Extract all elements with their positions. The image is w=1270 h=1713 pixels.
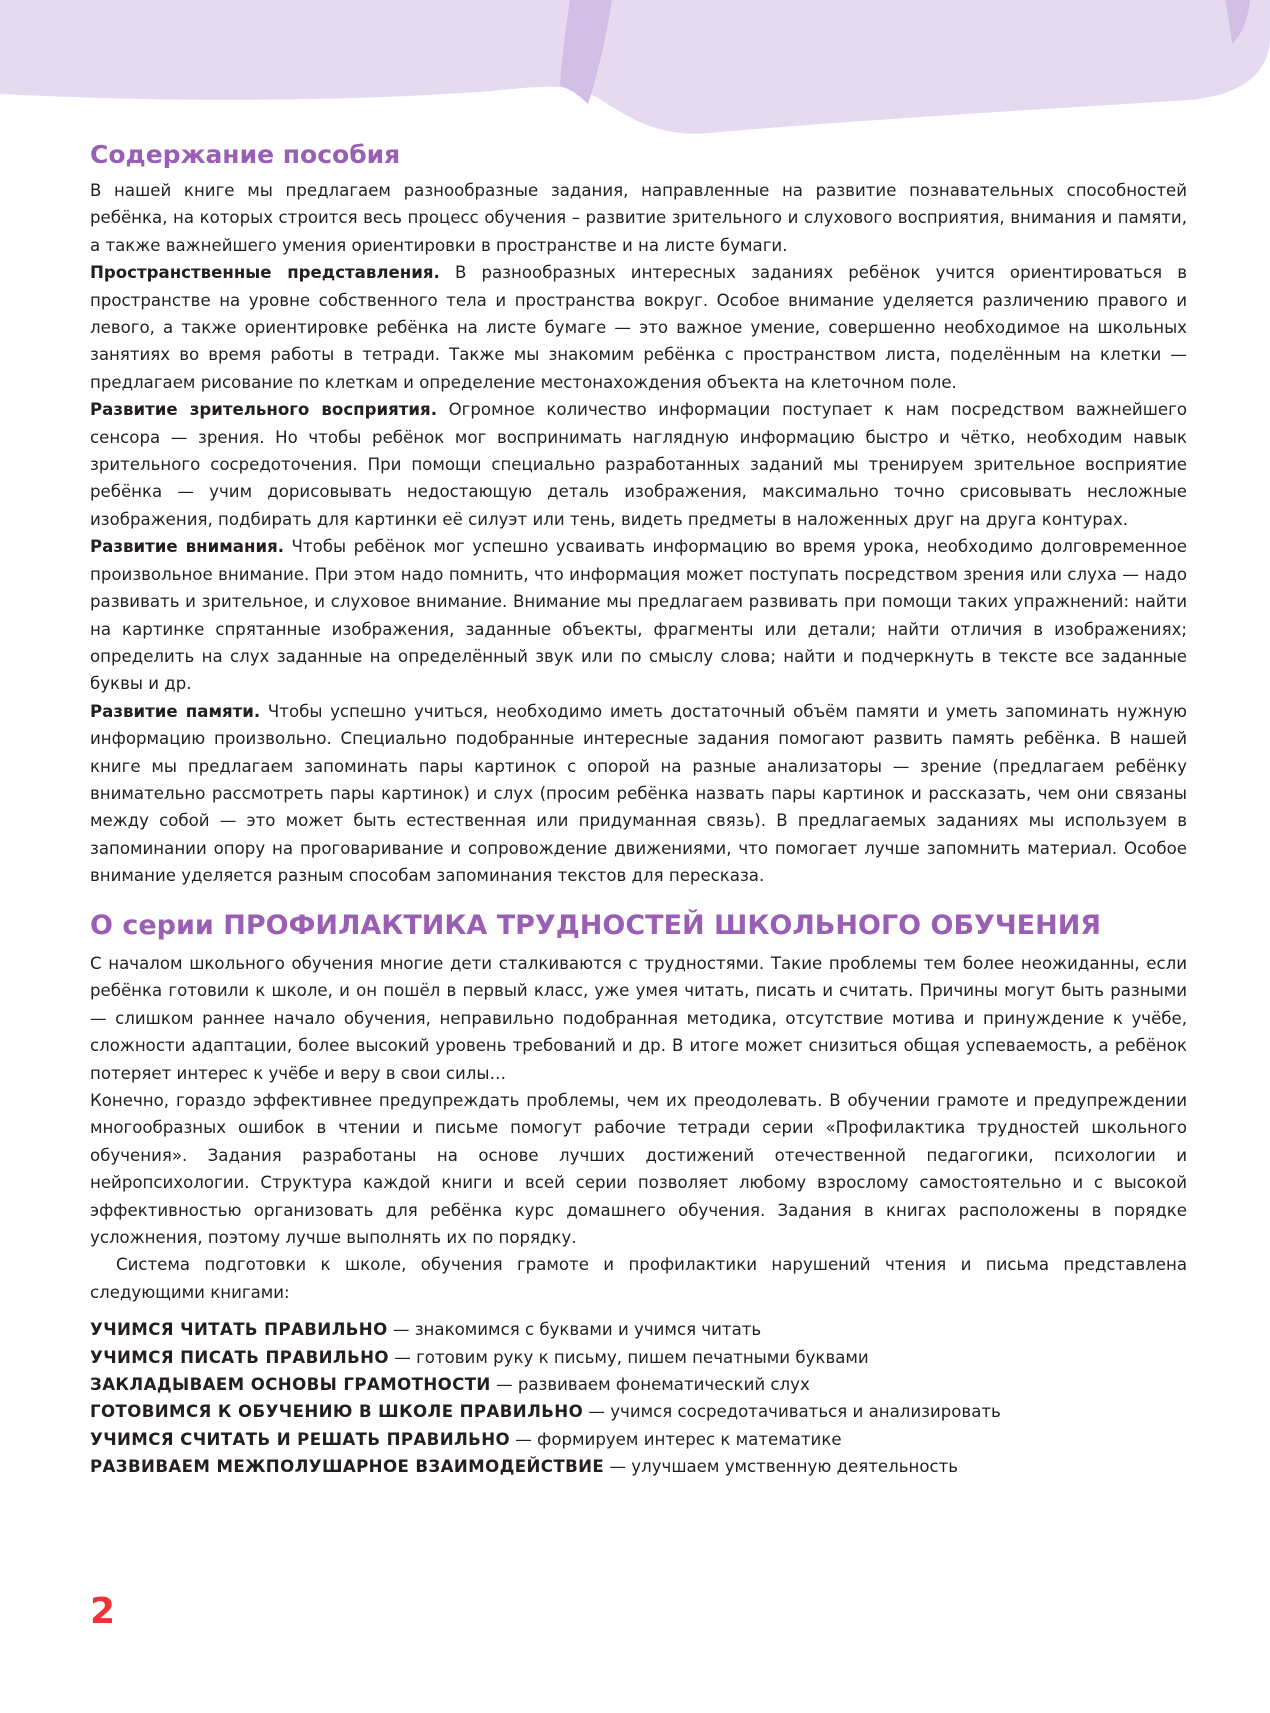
intro-paragraph: В нашей книге мы предлагаем разнообразные задания, направленные на развитие познавательных способностей ребёнка, на которых строится весь процесс обучения – развитие зрительного и слухового восприятия, внимания и памяти, а также важнейшего умения ориентировки в пространстве и на листе бумаги. bbox=[90, 181, 1187, 255]
book-list bbox=[90, 1316, 1187, 1480]
series-paragraph-1: С началом школьного обучения многие дети сталкиваются с трудностями. Такие проблемы тем более неожиданны, если ребёнка готовили к школе, и он пошёл в первый класс, уже умея читать, писать и считать. Причины могут быть разными — слишком раннее начало обучения, неправильно подобранная методика, отсутствие мотива и принуждение к учёбе, сложности адаптации, более высокий уровень требований и др. В итоге может снизиться общая успеваемость, а ребёнок потеряет интерес к учёбе и веру в свои силы… bbox=[90, 953, 1187, 1083]
page-number: 2 bbox=[90, 1591, 116, 1632]
paragraph-text: В разнообразных интересных заданиях ребёнок учится ориентироваться в пространстве на уровне собственного тела и пространства вокруг. Особое внимание уделяется различению правого и левого, а также ориентировке ребёнка на листе бумаге — это важное умение, совершенно необходимое на школьных занятиях во время работы в тетради. Также мы знакомим ребёнка с пространством листа, поделённым на клетки — предлагаем рисование по клеткам и определение местонахождения объекта на клеточном поле. bbox=[90, 263, 1187, 392]
book-desc: — развиваем фонематический слух bbox=[490, 1375, 810, 1395]
book-desc: — готовим руку к письму, пишем печатными буквами bbox=[388, 1347, 869, 1367]
paragraph-attention bbox=[90, 533, 1187, 697]
paragraph-lead: Развитие памяти. bbox=[90, 701, 261, 721]
book-item bbox=[90, 1453, 1187, 1480]
book-desc: — формируем интерес к математике bbox=[510, 1429, 842, 1449]
book-desc: — улучшаем умственную деятельность bbox=[604, 1457, 959, 1477]
book-title: УЧИМСЯ СЧИТАТЬ И РЕШАТЬ ПРАВИЛЬНО bbox=[90, 1429, 511, 1449]
decorative-top-blob bbox=[0, 0, 1270, 150]
paragraph-lead: Развитие внимания. bbox=[90, 537, 285, 557]
book-desc: — знакомимся с буквами и учимся читать bbox=[387, 1320, 762, 1340]
series-title-name: ПРОФИЛАКТИКА ТРУДНОСТЕЙ ШКОЛЬНОГО ОБУЧЕНИЯ bbox=[223, 909, 1102, 941]
paragraph-text: Чтобы ребёнок мог успешно усваивать информацию во время урока, необходимо долговременное произвольное внимание. При этом надо помнить, что информация может поступать посредством зрения или слуха — надо развивать и зрительное, и слуховое внимание. Внимание мы предлагаем развивать при помощи таких упражнений: найти на картинке спрятанные изображения, заданные объекты, фрагменты или детали; найти отличия в изображениях; определить на слух заданные на определённый звук или по смыслу слова; найти и подчеркнуть в тексте все заданные буквы и др. bbox=[90, 537, 1187, 694]
page-content bbox=[90, 140, 1187, 1481]
paragraph-lead: Развитие зрительного восприятия. bbox=[90, 400, 437, 420]
book-title: ГОТОВИМСЯ К ОБУЧЕНИЮ В ШКОЛЕ ПРАВИЛЬНО bbox=[90, 1402, 584, 1422]
book-item bbox=[90, 1344, 1187, 1371]
book-desc: — учимся сосредотачиваться и анализировать bbox=[583, 1402, 1001, 1422]
paragraph-text: Чтобы успешно учиться, необходимо иметь достаточный объём памяти и уметь запоминать нужную информацию произвольно. Специально подобранные интересные задания помогают развить память ребёнка. В нашей книге мы предлагаем запоминать пары картинок с опорой на разные анализаторы — зрение (предлагаем ребёнку внимательно рассмотреть пары картинок) и слух (просим ребёнка назвать пары картинок и рассказать, чем они связаны между собой — это может быть естественная или придуманная связь). В предлагаемых заданиях мы используем в запоминании опору на проговаривание и сопровождение движениями, что помогает лучше запомнить материал. Особое внимание уделяется разным способам запоминания текстов для пересказа. bbox=[90, 701, 1187, 886]
paragraph-memory bbox=[90, 698, 1187, 890]
paragraph-text: Огромное количество информации поступает к нам посредством важнейшего сенсора — зрения. Но чтобы ребёнок мог воспринимать наглядную информацию быстро и чётко, необходим навык зрительного сосредоточения. При помощи специально разработанных заданий мы тренируем зрительное восприятие ребёнка — учим дорисовывать недостающую деталь изображения, максимально точно срисовывать несложные изображения, подбирать для картинки её силуэт или тень, видеть предметы в наложенных друг на друга контурах. bbox=[90, 400, 1187, 529]
section-title-contents: Содержание пособия bbox=[90, 140, 401, 169]
book-item bbox=[90, 1398, 1187, 1425]
book-title: РАЗВИВАЕМ МЕЖПОЛУШАРНОЕ ВЗАИМОДЕЙСТВИЕ bbox=[90, 1457, 605, 1477]
section-title-series bbox=[90, 910, 1187, 942]
paragraph-lead: Пространственные представления. bbox=[90, 263, 440, 283]
book-item bbox=[90, 1371, 1187, 1398]
series-title-prefix: О серии bbox=[90, 909, 224, 941]
paragraph-visual-perception bbox=[90, 396, 1187, 533]
book-title: УЧИМСЯ ЧИТАТЬ ПРАВИЛЬНО bbox=[90, 1320, 388, 1340]
series-paragraph-2: Конечно, гораздо эффективнее предупреждать проблемы, чем их преодолевать. В обучении грамоте и предупреждении многообразных ошибок в чтении и письме помогут рабочие тетради серии «Профилактика трудностей школьного обучения». Задания разработаны на основе лучших достижений отечественной педагогики, психологии и нейропсихологии. Структура каждой книги и всей серии позволяет любому взрослому самостоятельно и с высокой эффективностью организовать для ребёнка курс домашнего обучения. Задания в книгах расположены в порядке усложнения, поэтому лучше выполнять их по порядку. bbox=[90, 1090, 1187, 1248]
paragraph-spatial bbox=[90, 259, 1187, 396]
book-title: УЧИМСЯ ПИСАТЬ ПРАВИЛЬНО bbox=[90, 1347, 389, 1367]
book-title: ЗАКЛАДЫВАЕМ ОСНОВЫ ГРАМОТНОСТИ bbox=[90, 1375, 491, 1395]
series-paragraph-3: Система подготовки к школе, обучения грамоте и профилактики нарушений чтения и письма представлена следующими книгами: bbox=[90, 1255, 1187, 1302]
book-item bbox=[90, 1316, 1187, 1343]
book-item bbox=[90, 1426, 1187, 1453]
